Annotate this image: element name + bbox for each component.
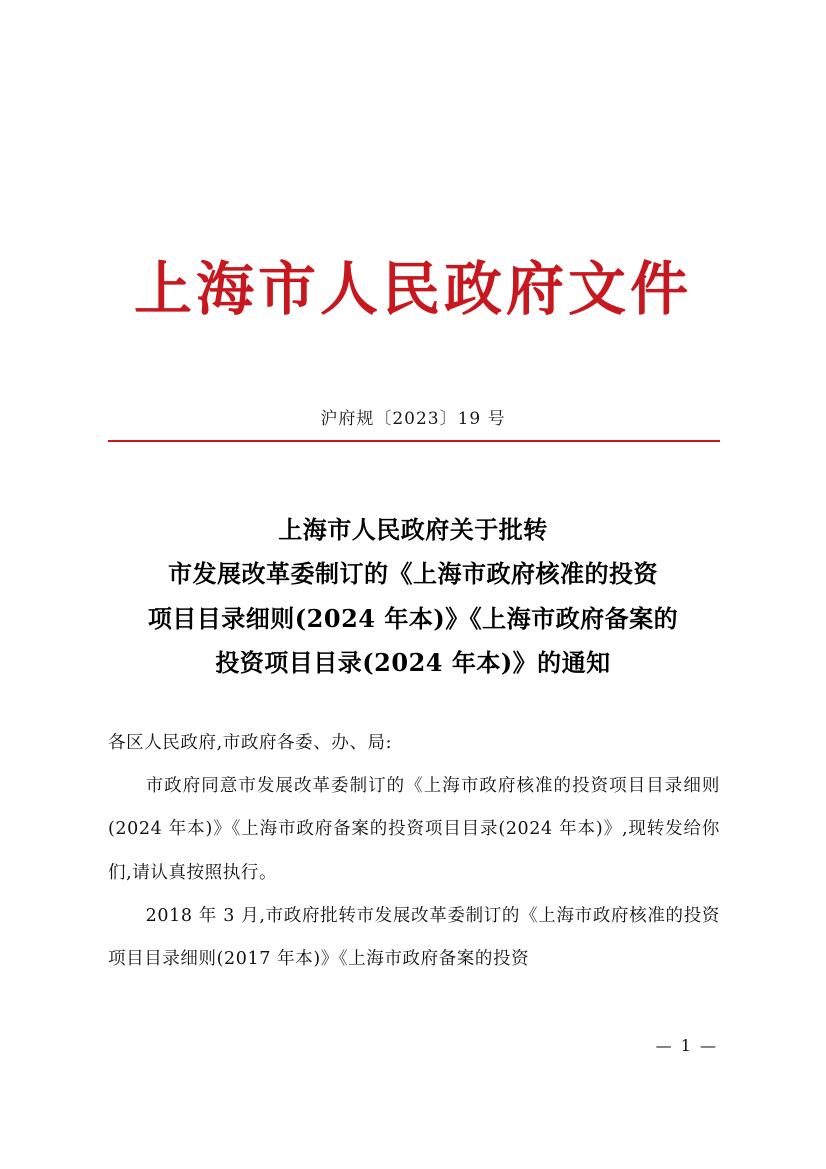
page-footer: — 1 —	[655, 1036, 718, 1055]
body-paragraph-2: 2018 年 3 月,市政府批转市发展改革委制订的《上海市政府核准的投资项目目录细则(2017 年本)》《上海市政府备案的投资	[108, 905, 720, 970]
title-line-3: 项目目录细则(2024 年本)》《上海市政府备案的	[147, 603, 679, 633]
salutation: 各区人民政府,市政府各委、办、局:	[108, 733, 393, 753]
body-paragraph-1: 市政府同意市发展改革委制订的《上海市政府核准的投资项目目录细则(2024 年本)》《上海市政府备案的投资项目目录(2024 年本)》,现转发给你们,请认真按照执行。	[108, 776, 720, 883]
title-line-4: 投资项目目录(2024 年本)》的通知	[215, 648, 611, 678]
red-divider-rule	[108, 440, 720, 442]
title-line-1: 上海市人民政府关于批转	[278, 515, 548, 544]
document-title	[113, 508, 713, 686]
document-masthead: 上海市人民政府文件	[133, 255, 692, 323]
document-body	[108, 722, 720, 981]
document-number: 沪府规〔2023〕19 号	[320, 409, 506, 429]
title-line-2: 市发展改革委制订的《上海市政府核准的投资	[168, 559, 658, 589]
